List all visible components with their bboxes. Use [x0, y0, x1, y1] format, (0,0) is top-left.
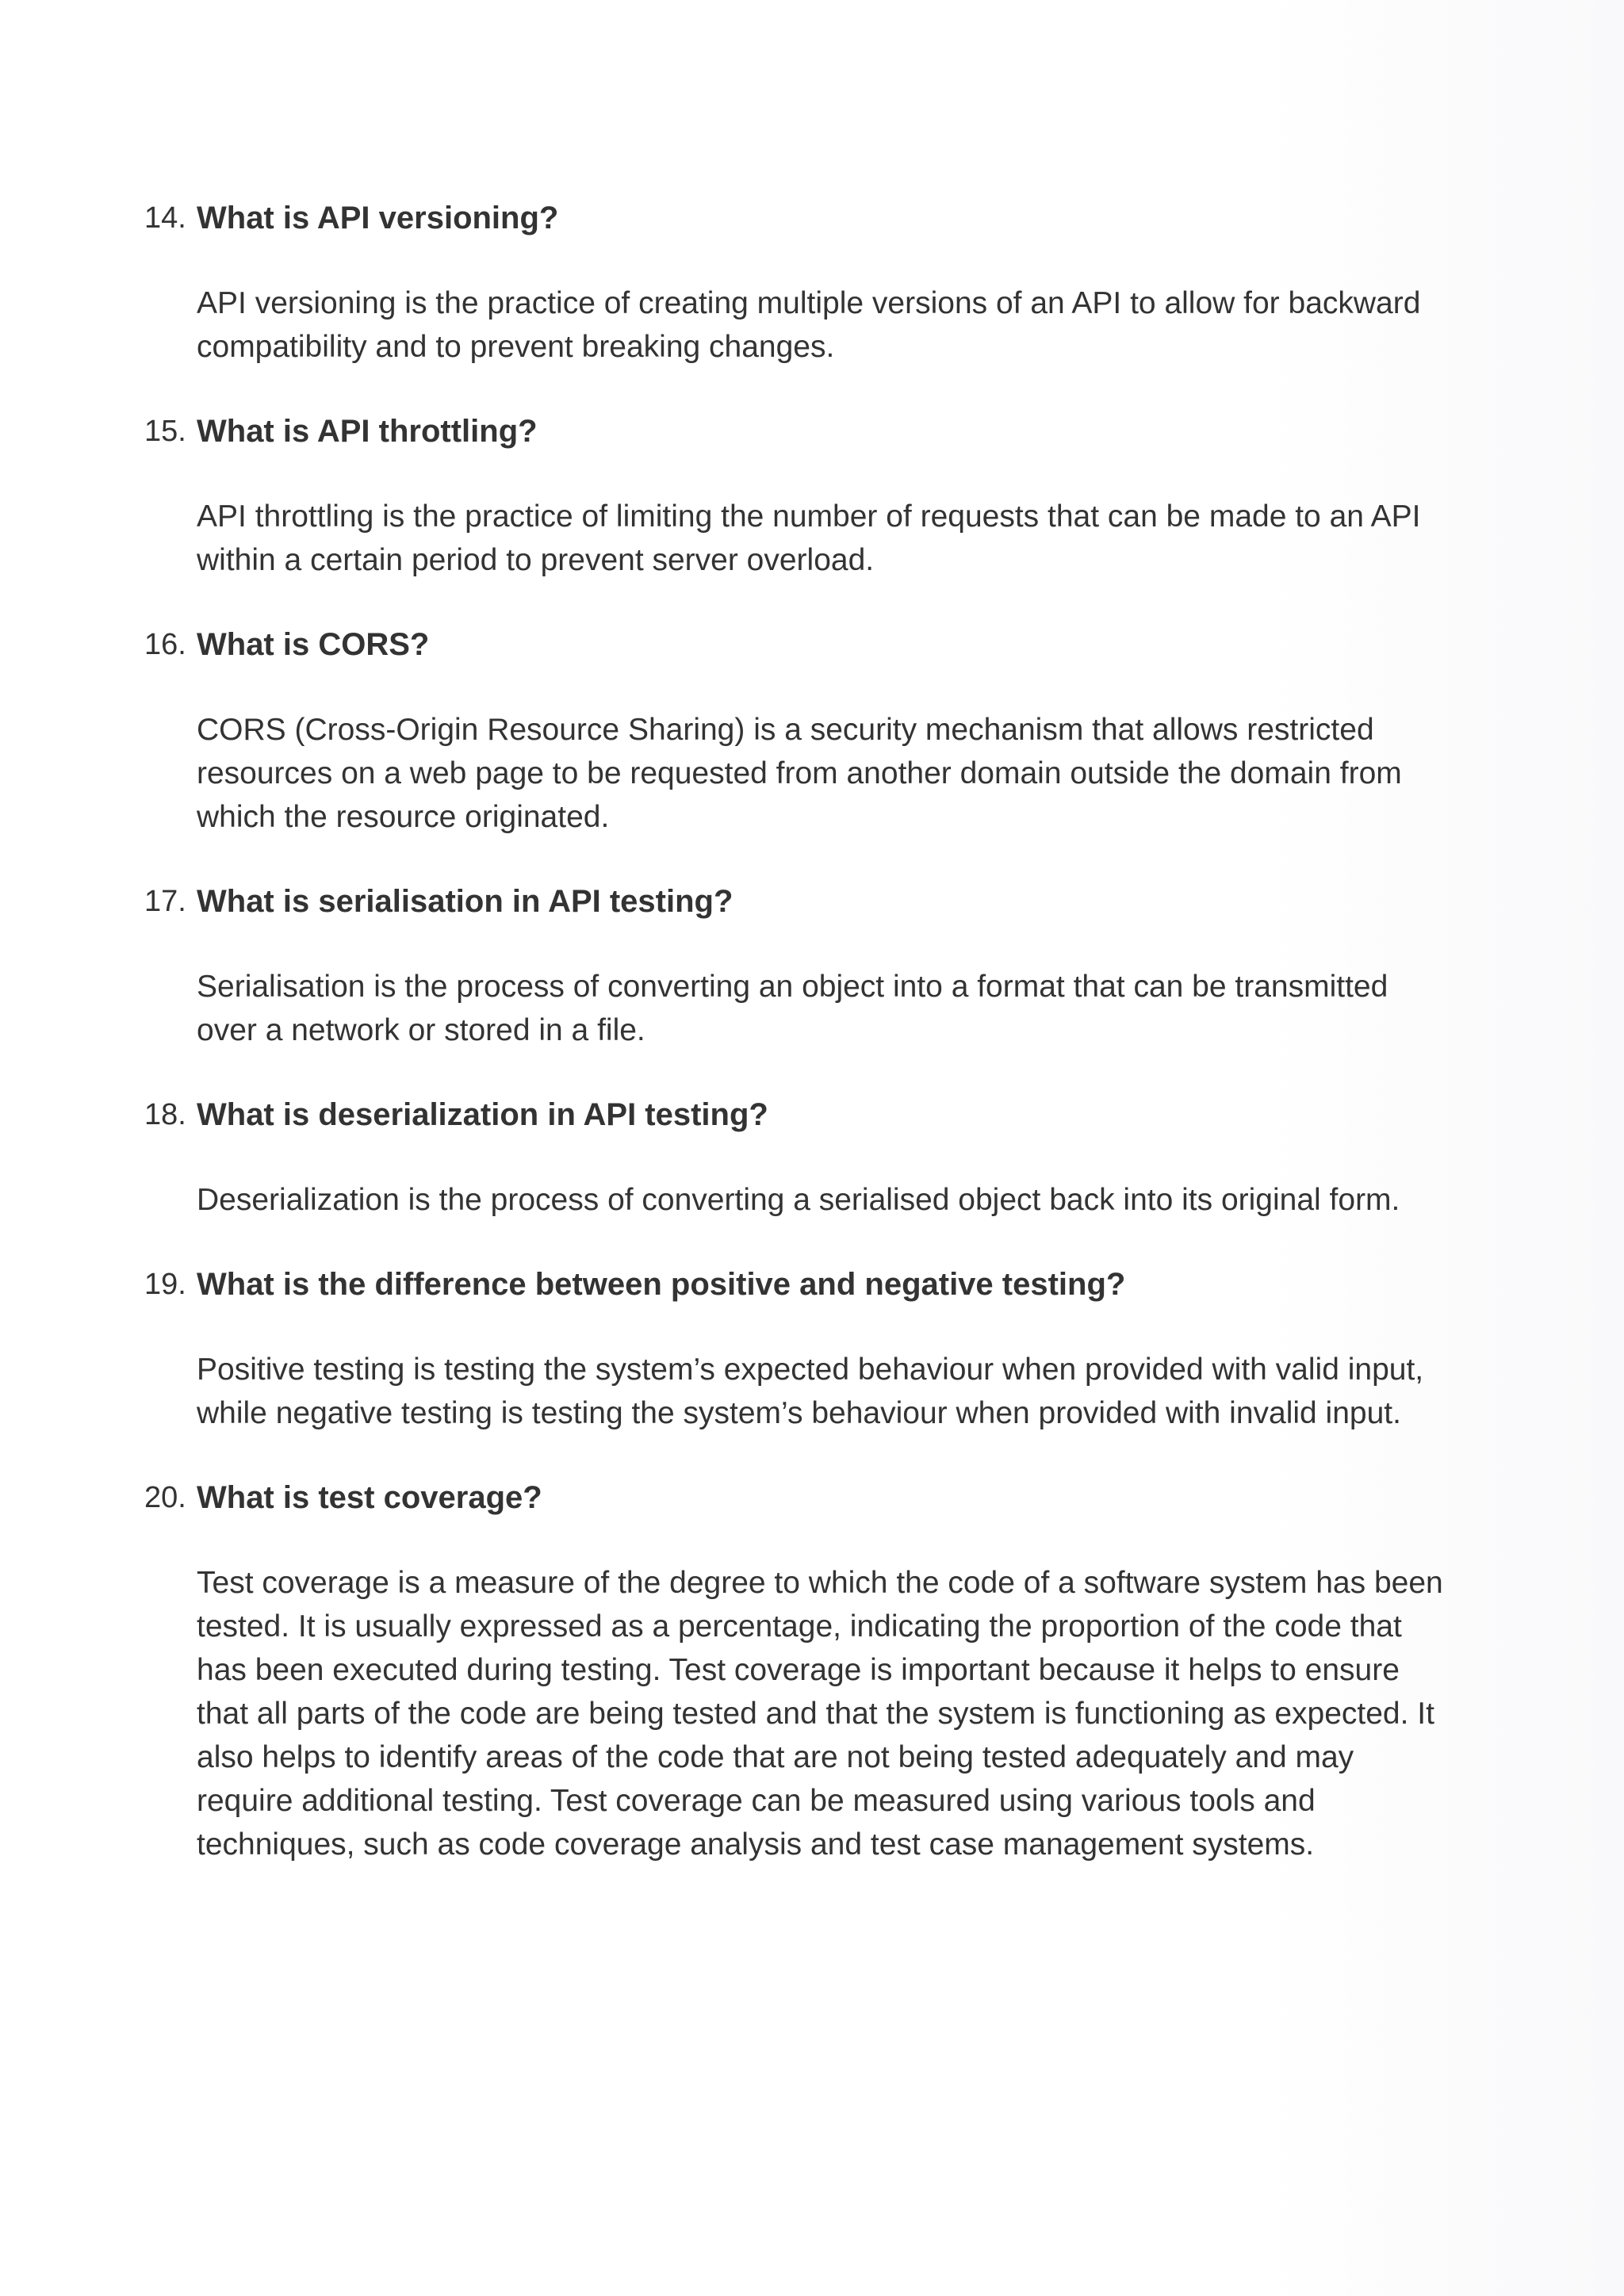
qa-item-19	[144, 1263, 1445, 1435]
answer-text: API versioning is the practice of creating multiple versions of an API to allow for backward compatibility and to prevent breaking changes.	[197, 286, 1421, 364]
qa-item-20	[144, 1476, 1445, 1866]
question-heading: What is deserialization in API testing?	[197, 1097, 768, 1132]
answer-text: Deserialization is the process of converting a serialised object back into its original form.	[197, 1183, 1400, 1217]
item-number: 17.	[144, 885, 186, 918]
answer-text: Test coverage is a measure of the degree to which the code of a software system has been tested. It is usually expressed as a percentage, indicating the proportion of the code that has been executed during testing. Test coverage is important because it helps to ensure that all parts of the code are being tested and that the system is functioning as expected. It also helps to identify areas of the code that are not being tested adequately and may require additional testing. Test coverage can be measured using various tools and techniques, such as code coverage analysis and test case management systems.	[197, 1566, 1443, 1862]
qa-item-14	[144, 197, 1445, 369]
question-heading: What is serialisation in API testing?	[197, 884, 733, 919]
question-heading: What is API throttling?	[197, 414, 538, 449]
answer-text: Positive testing is testing the system’s expected behaviour when provided with valid input, while negative testing is testing the system’s behaviour when provided with invalid input.	[197, 1353, 1424, 1430]
item-number: 14.	[144, 201, 186, 235]
item-number: 18.	[144, 1098, 186, 1131]
qa-item-16	[144, 623, 1445, 839]
item-number: 16.	[144, 628, 186, 661]
item-number: 15.	[144, 415, 186, 448]
answer-text: Serialisation is the process of converting an object into a format that can be transmitted over a network or stored in a file.	[197, 970, 1388, 1047]
qa-item-15	[144, 410, 1445, 582]
item-number: 19.	[144, 1268, 186, 1301]
answer-text: API throttling is the practice of limiting the number of requests that can be made to an API within a certain period to prevent server overload.	[197, 499, 1421, 577]
qa-item-18	[144, 1093, 1445, 1222]
question-heading: What is the difference between positive and negative testing?	[197, 1267, 1126, 1302]
item-number: 20.	[144, 1481, 186, 1514]
question-heading: What is API versioning?	[197, 201, 559, 235]
question-heading: What is test coverage?	[197, 1480, 542, 1515]
qa-list	[144, 197, 1445, 1908]
question-heading: What is CORS?	[197, 627, 430, 662]
answer-text: CORS (Cross-Origin Resource Sharing) is a security mechanism that allows restricted resources on a web page to be requested from another domain outside the domain from which the resource originated.	[197, 713, 1402, 834]
qa-item-17	[144, 880, 1445, 1052]
